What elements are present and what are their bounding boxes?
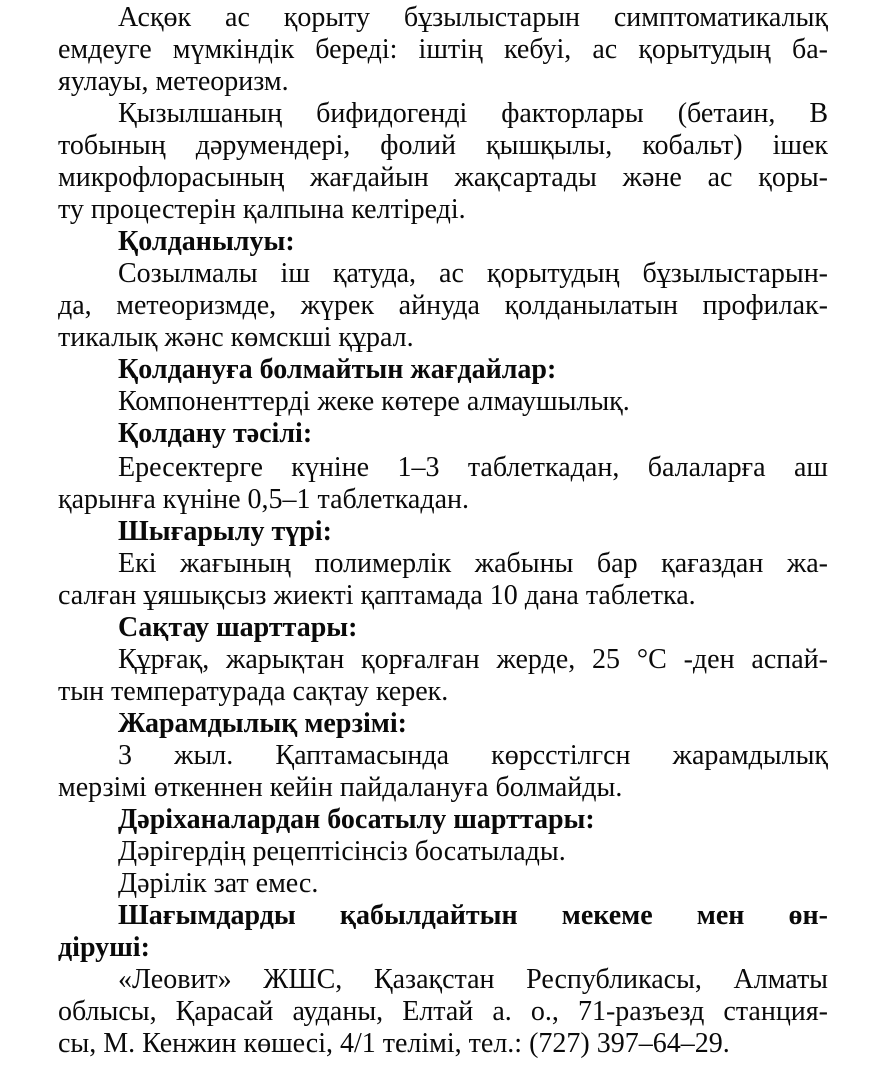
- section-heading: Жарамдылық мерзімі:: [118, 708, 407, 739]
- text-line: Қызылшаның бифидогенді факторлары (бетаин, В: [118, 98, 828, 129]
- section-heading: Шағымдарды қабылдайтын мекеме мен өн-: [118, 900, 828, 931]
- text-line: тобының дәрумендері, фолий қышқылы, кобальт) ішек: [58, 130, 828, 161]
- text-line: Ересектерге күніне 1–3 таблеткадан, балаларға аш: [118, 452, 828, 483]
- section-heading: Қолдану тәсілі:: [118, 418, 313, 449]
- text-line: микрофлорасының жағдайын жақсартады және ас қоры-: [58, 162, 828, 193]
- text-line: «Леовит» ЖШС, Қазақстан Республикасы, Алматы: [118, 964, 828, 995]
- section-heading: Қолдануға болмайтын жағдайлар:: [118, 354, 557, 385]
- text-line: 3 жыл. Қаптамасында көрсстілгсн жарамдылық: [118, 740, 828, 771]
- text-line: облысы, Қарасай ауданы, Елтай а. о., 71-разъезд станция-: [58, 996, 828, 1027]
- section-heading: Шығарылу түрі:: [118, 516, 332, 547]
- text-line: Компоненттерді жеке көтере алмаушылық.: [118, 386, 630, 417]
- text-line: емдеуге мүмкіндік береді: іштің кебуі, ас қорытудың ба-: [58, 34, 828, 65]
- text-line: салған ұяшықсыз жиекті қаптамада 10 дана таблетка.: [58, 580, 696, 611]
- text-line: мерзімі өткеннен кейін пайдалануға болмайды.: [58, 772, 623, 803]
- text-line: ту процестерін қалпына келтіреді.: [58, 194, 466, 225]
- text-line: тикалық жәнс көмскші құрал.: [58, 322, 414, 353]
- text-line: тын температурада сақтау керек.: [58, 676, 449, 707]
- text-line: Құрғақ, жарықтан қорғалған жерде, 25 °С -ден аспай-: [118, 644, 828, 675]
- text-line: Екі жағының полимерлік жабыны бар қағаздан жа-: [118, 548, 828, 579]
- section-heading: Сақтау шарттары:: [118, 612, 358, 643]
- text-line: да, метеоризмде, жүрек айнуда қолданылатын профилак-: [58, 290, 828, 321]
- text-line: Дәрілік зат емес.: [118, 868, 319, 899]
- section-heading: Дәріханалардан босатылу шарттары:: [118, 804, 595, 835]
- text-line: сы, М. Кенжин көшесі, 4/1 телімі, тел.: (727) 397–64–29.: [58, 1028, 730, 1059]
- text-line: қарынға күніне 0,5–1 таблеткадан.: [58, 484, 469, 515]
- text-line: Асқөк ас қорыту бұзылыстарын симптоматикалық: [118, 2, 828, 33]
- text-line: Созылмалы іш қатуда, ас қорытудың бұзылыстарын-: [118, 258, 828, 289]
- section-heading: Қолданылуы:: [118, 226, 295, 257]
- text-line: Дәрігердің рецептісінсіз босатылады.: [118, 836, 566, 867]
- text-line: яулауы, метеоризм.: [58, 66, 289, 97]
- section-heading: діруші:: [58, 932, 150, 963]
